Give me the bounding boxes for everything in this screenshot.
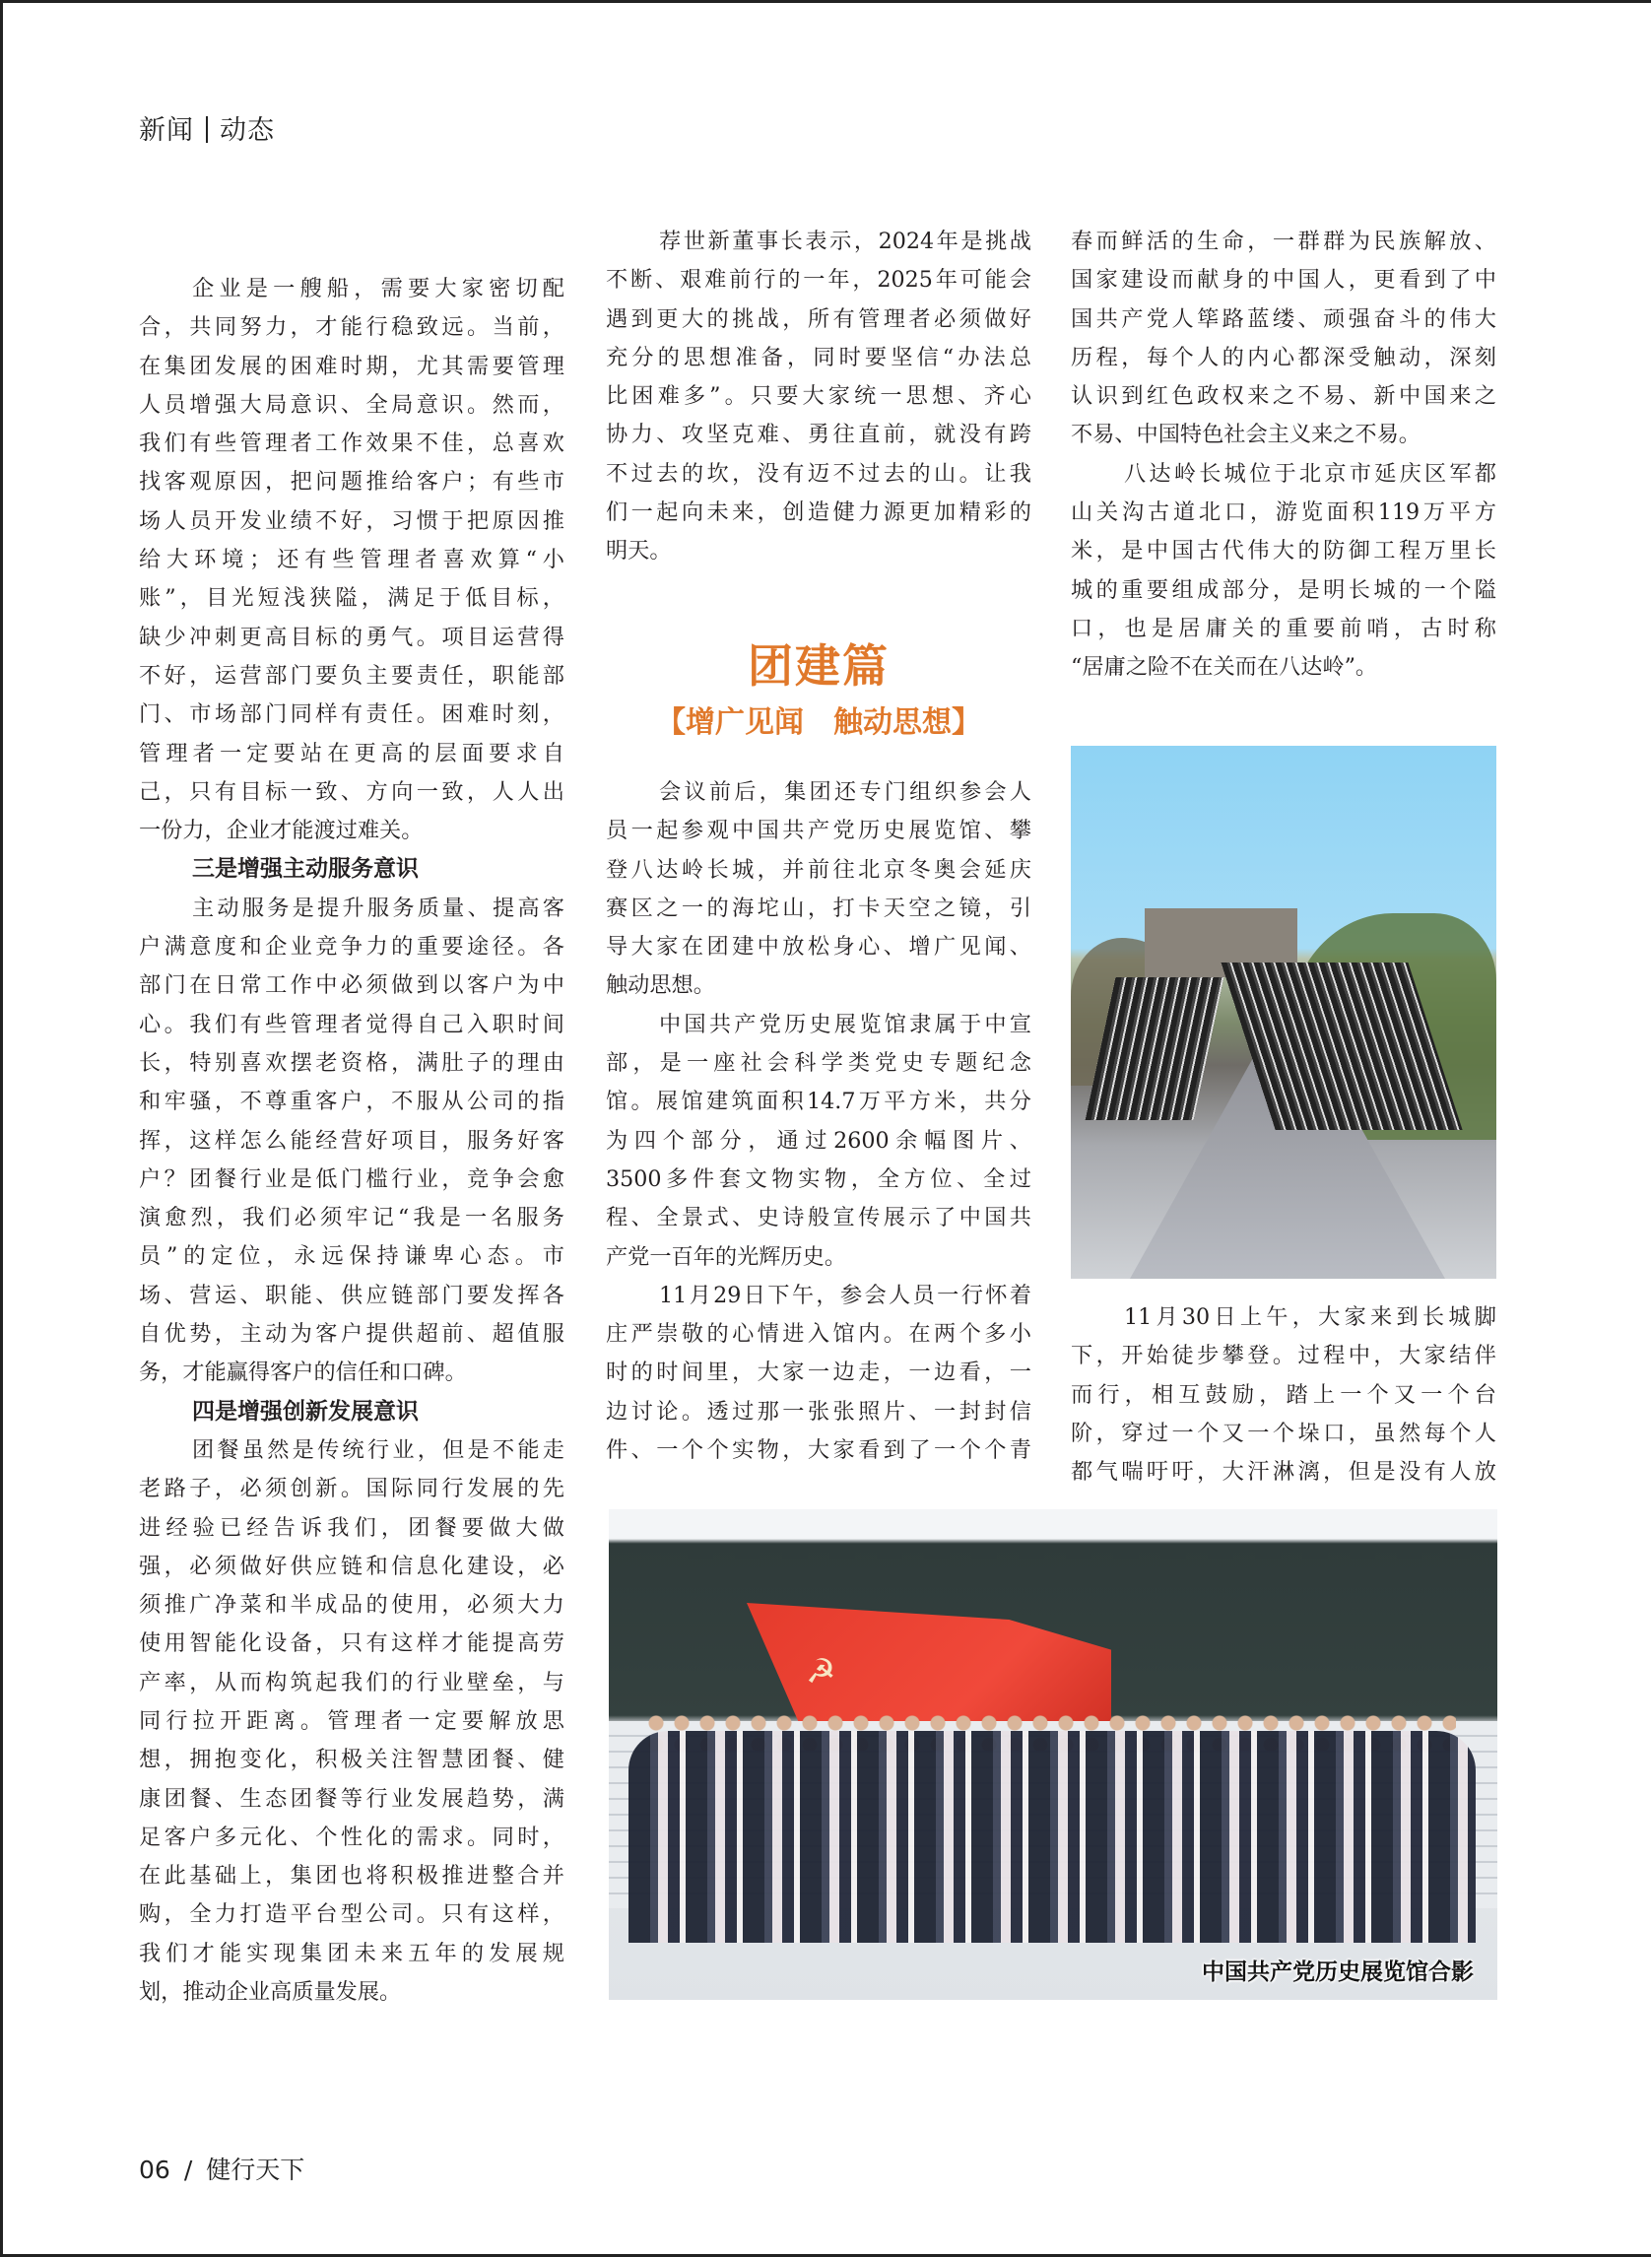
magazine-name: 健行天下	[206, 2156, 305, 2184]
text-line: 员一起参观中国共产党历史展览馆、攀	[606, 818, 1031, 844]
text-line: 己，只有目标一致、方向一致，人人出	[139, 778, 564, 805]
text-line: 11月30日上午，大家来到长城脚	[1124, 1304, 1496, 1330]
text-line: 认识到红色政权来之不易、新中国来之	[1071, 383, 1496, 410]
text-line: 在集团发展的困难时期，尤其需要管理	[139, 353, 564, 379]
text-line: 企业是一艘船，需要大家密切配	[192, 276, 564, 301]
text-line: 同行拉开距离。管理者一定要解放思	[139, 1707, 564, 1734]
text-line: 想，拥抱变化，积极关注智慧团餐、健	[139, 1747, 564, 1773]
text-line: 不过去的坎，没有迈不过去的山。让我	[606, 460, 1031, 487]
subsection-label: 动态	[220, 115, 275, 146]
text-line: 导大家在团建中放松身心、增广见闻、	[606, 934, 1031, 961]
section-header	[139, 108, 275, 147]
page-number: 06	[139, 2156, 170, 2184]
text-line: 给大环境；还有些管理者喜欢算“小	[139, 547, 564, 573]
text-line: 不好，运营部门要负主要责任，职能部	[139, 662, 564, 689]
text-line: 馆。展馆建筑面积14.7万平方米，共分	[606, 1089, 1031, 1115]
text-line: 口，也是居庸关的重要前哨，古时称	[1071, 615, 1496, 641]
text-line: 须推广净菜和半成品的使用，必须大力	[139, 1592, 564, 1619]
section-title: 团建篇	[748, 639, 890, 693]
text-line: 产党一百年的光辉历史。	[606, 1243, 847, 1270]
text-line: 城的重要组成部分，是明长城的一个隘	[1071, 576, 1496, 603]
text-line: 明天。	[606, 538, 672, 564]
text-line: 人员增强大局意识、全局意识。然而，	[139, 391, 564, 418]
text-line: 心。我们有些管理者觉得自己入职时间	[139, 1011, 564, 1037]
text-line: 和牢骚，不尊重客户，不服从公司的指	[139, 1089, 564, 1115]
text-line: 山关沟古道北口，游览面积119万平方	[1071, 499, 1496, 526]
text-line: 长，特别喜欢摆老资格，满肚子的理由	[139, 1049, 564, 1076]
text-line: 老路子，必须创新。国际同行发展的先	[139, 1476, 564, 1502]
text-line: 荐世新董事长表示，2024年是挑战	[659, 229, 1031, 254]
text-line: 进经验已经告诉我们，团餐要做大做	[139, 1514, 564, 1541]
text-line: 划，推动企业高质量发展。	[139, 1979, 402, 2006]
text-line: 不易、中国特色社会主义来之不易。	[1071, 422, 1421, 448]
text-line: 购，全力打造平台型公司。只有这样，	[139, 1901, 564, 1928]
text-line: 场、营运、职能、供应链部门要发挥各	[139, 1282, 564, 1308]
text-line: 登八达岭长城，并前往北京冬奥会延庆	[606, 856, 1031, 883]
text-line: 找客观原因，把问题推给客户；有些市	[139, 469, 564, 496]
text-line: 一份力，企业才能渡过难关。	[139, 818, 424, 844]
text-line: 员”的定位，永远保持谦卑心态。市	[139, 1243, 564, 1270]
text-line: 3500多件套文物实物，全方位、全过	[606, 1165, 1031, 1192]
text-line: 们一起向未来，创造健力源更加精彩的	[606, 499, 1031, 526]
text-line: 庄严崇敬的心情进入馆内。在两个多小	[606, 1321, 1031, 1348]
article-column-2-top	[606, 223, 1031, 571]
text-line: 时的时间里，大家一边走，一边看，一	[606, 1360, 1031, 1386]
text-line: 部门在日常工作中必须做到以客户为中	[139, 972, 564, 999]
text-line: 国家建设而献身的中国人，更看到了中	[1071, 267, 1496, 294]
subheading: 三是增强主动服务意识	[192, 856, 419, 883]
text-line: 为四个部分，通过2600余幅图片、	[606, 1127, 1031, 1154]
text-line: 边讨论。透过那一张张照片、一封封信	[606, 1398, 1031, 1425]
footer-separator: /	[183, 2156, 193, 2184]
text-line: 场人员开发业绩不好，习惯于把原因推	[139, 507, 564, 534]
text-line: 会议前后，集团还专门组织参会人	[659, 779, 1031, 805]
text-line: 充分的思想准备，同时要坚信“办法总	[606, 344, 1031, 370]
text-line: 在此基础上，集团也将积极推进整合并	[139, 1863, 564, 1890]
text-line: 团餐虽然是传统行业，但是不能走	[192, 1436, 564, 1463]
page-footer	[139, 2151, 304, 2186]
text-line: 足客户多元化、个性化的需求。同时，	[139, 1824, 564, 1850]
text-line: 产率，从而构筑起我们的行业壁垒，与	[139, 1669, 564, 1695]
article-column-2-bottom	[606, 773, 1031, 1470]
text-line: 遇到更大的挑战，所有管理者必须做好	[606, 305, 1031, 332]
text-line: 我们有些管理者工作效果不佳，总喜欢	[139, 431, 564, 457]
text-line: 中国共产党历史展览馆隶属于中宣	[659, 1011, 1031, 1037]
text-line: 米，是中国古代伟大的防御工程万里长	[1071, 538, 1496, 564]
text-line: 演愈烈，我们必须牢记“我是一名服务	[139, 1205, 564, 1231]
group-photo	[609, 1509, 1497, 2000]
text-line: 强，必须做好供应链和信息化建设，必	[139, 1553, 564, 1579]
text-line: 使用智能化设备，只有这样才能提高劳	[139, 1630, 564, 1657]
text-line: 主动服务是提升服务质量、提高客	[192, 895, 564, 921]
text-line: 11月29日下午，参会人员一行怀着	[659, 1282, 1031, 1308]
text-line: 合，共同努力，才能行稳致远。当前，	[139, 314, 564, 341]
text-line: 挥，这样怎么能经营好项目，服务好客	[139, 1127, 564, 1154]
text-line: 国共产党人筚路蓝缕、顽强奋斗的伟大	[1071, 305, 1496, 332]
text-line: 春而鲜活的生命，一群群为民族解放、	[1071, 229, 1496, 254]
text-line: 而行，相互鼓励，踏上一个又一个台	[1071, 1381, 1496, 1408]
text-line: 管理者一定要站在更高的层面要求自	[139, 740, 564, 766]
text-line: 不断、艰难前行的一年，2025年可能会	[606, 267, 1031, 294]
section-subtitle: 【增广见闻 触动思想】	[656, 705, 981, 740]
text-line: 务，才能赢得客户的信任和口碑。	[139, 1360, 467, 1386]
article-column-3-top	[1071, 223, 1496, 688]
text-line: 康团餐、生态团餐等行业发展趋势，满	[139, 1785, 564, 1812]
text-line: 程、全景式、史诗般宣传展示了中国共	[606, 1205, 1031, 1231]
text-line: 阶，穿过一个又一个垛口，虽然每个人	[1071, 1420, 1496, 1446]
text-line: “居庸之险不在关而在八达岭”。	[1071, 654, 1378, 681]
text-line: 账”，目光短浅狭隘，满足于低目标，	[139, 585, 564, 612]
group-people	[628, 1731, 1476, 1943]
text-line: 门、市场部门同样有责任。困难时刻，	[139, 701, 564, 728]
text-line: 户满意度和企业竞争力的重要途径。各	[139, 934, 564, 961]
hammer-sickle-icon: ☭	[806, 1652, 836, 1692]
subheading: 四是增强创新发展意识	[192, 1398, 419, 1425]
text-line: 触动思想。	[606, 972, 715, 999]
text-line: 我们才能实现集团未来五年的发展规	[139, 1940, 564, 1966]
text-line: 件、一个个实物，大家看到了一个个青	[606, 1437, 1031, 1464]
text-line: 下，开始徒步攀登。过程中，大家结伴	[1071, 1343, 1496, 1369]
photo-caption: 中国共产党历史展览馆合影	[1202, 1959, 1474, 1985]
article-column-3-bottom	[1071, 1298, 1496, 1492]
great-wall-photo	[1071, 746, 1496, 1279]
text-line: 缺少冲刺更高目标的勇气。项目运营得	[139, 624, 564, 650]
text-line: 协力、攻坚克难、勇往直前，就没有跨	[606, 422, 1031, 448]
header-divider	[206, 116, 208, 143]
section-label: 新闻	[139, 115, 194, 146]
building-battlement	[688, 1545, 1495, 1559]
text-line: 赛区之一的海坨山，打卡天空之镜，引	[606, 895, 1031, 921]
text-line: 历程，每个人的内心都深受触动，深刻	[1071, 344, 1496, 370]
text-line: 户？团餐行业是低门槛行业，竞争会愈	[139, 1165, 564, 1192]
text-line: 部，是一座社会科学类党史专题纪念	[606, 1050, 1031, 1077]
text-line: 比困难多”。只要大家统一思想、齐心	[606, 383, 1031, 410]
text-line: 八达岭长城位于北京市延庆区军都	[1124, 460, 1496, 487]
article-column-1	[139, 270, 564, 2012]
text-line: 自优势，主动为客户提供超前、超值服	[139, 1321, 564, 1348]
text-line: 都气喘吁吁，大汗淋漓，但是没有人放	[1071, 1459, 1496, 1486]
